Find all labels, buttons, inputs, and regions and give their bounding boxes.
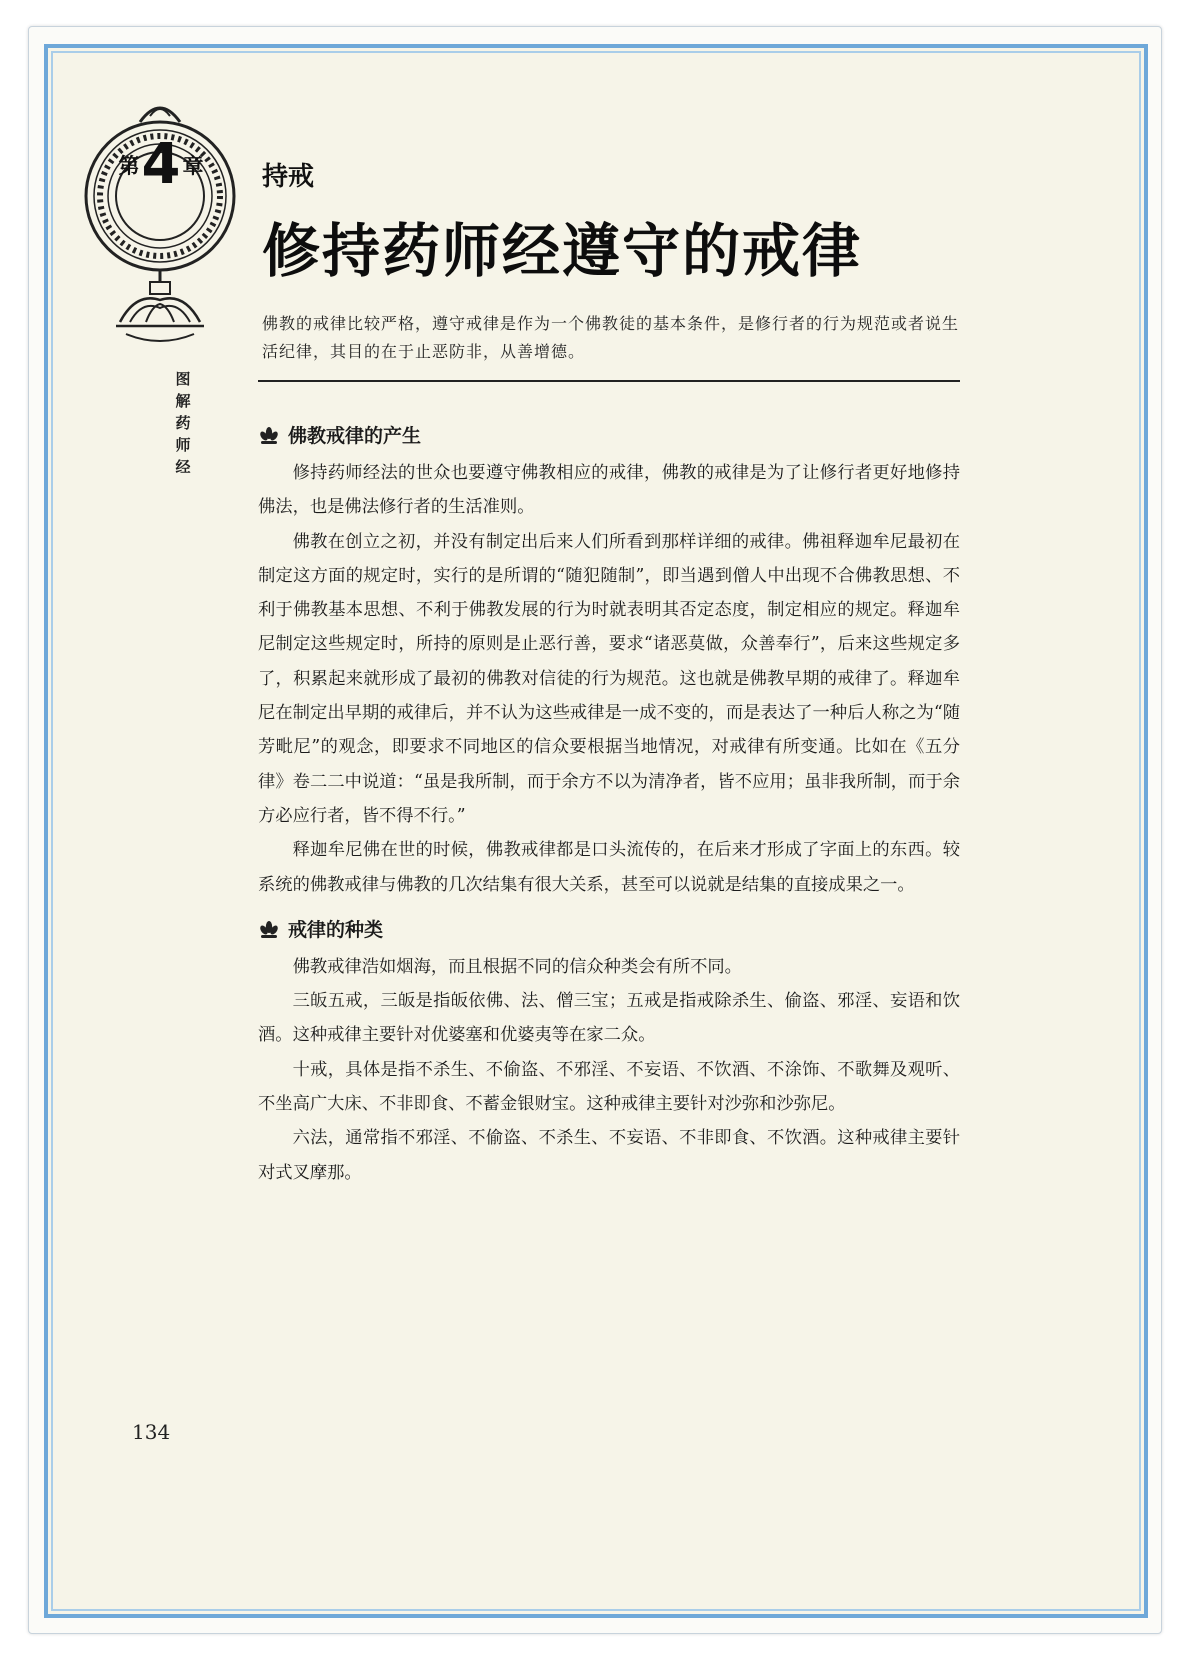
paragraph: 佛教戒律浩如烟海，而且根据不同的信众种类会有所不同。	[292, 956, 742, 977]
section-heading	[258, 916, 960, 944]
chapter-title: 修持药师经遵守的戒律	[262, 217, 863, 285]
lotus-icon	[258, 425, 280, 447]
chapter-subtitle: 持戒	[262, 162, 315, 192]
section-heading	[258, 422, 960, 450]
divider	[258, 380, 960, 382]
section-heading-text: 戒律的种类	[288, 918, 384, 941]
lotus-icon	[258, 919, 280, 941]
paragraph: 六法，通常指不邪淫、不偷盗、不杀生、不妄语、不非即食、不饮酒。这种戒律主要针对式叉摩那。	[258, 1128, 960, 1183]
book-title-vertical: 图解药师经	[175, 370, 191, 476]
paragraph: 十戒，具体是指不杀生、不偷盗、不邪淫、不妄语、不饮酒、不涂饰、不歌舞及观听、不坐高广大床、不非即食、不蓄金银财宝。这种戒律主要针对沙弥和沙弥尼。	[258, 1059, 960, 1115]
paragraph: 释迦牟尼佛在世的时候，佛教戒律都是口头流传的，在后来才形成了字面上的东西。较系统的佛教戒律与佛教的几次结集有很大关系，甚至可以说就是结集的直接成果之一。	[258, 840, 960, 895]
chapter-badge	[96, 120, 226, 210]
chapter-intro: 佛教的戒律比较严格，遵守戒律是作为一个佛教徒的基本条件，是修行者的行为规范或者说生活纪律，其目的在于止恶防非，从善增德。	[262, 314, 960, 361]
page-number: 134	[132, 1420, 171, 1444]
section-heading-text: 佛教戒律的产生	[288, 425, 422, 447]
paragraph: 三皈五戒，三皈是指皈依佛、法、僧三宝；五戒是指戒除杀生、偷盗、邪淫、妄语和饮酒。这种戒律主要针对优婆塞和优婆夷等在家二众。	[258, 991, 960, 1046]
chapter-prefix: 第	[118, 154, 140, 178]
paragraph: 修持药师经法的世众也要遵守佛教相应的戒律，佛教的戒律是为了让修行者更好地修持佛法，也是佛法修行者的生活准则。	[258, 463, 960, 518]
paragraph: 佛教在创立之初，并没有制定出后来人们所看到那样详细的戒律。佛祖释迦牟尼最初在制定这方面的规定时，实行的是所谓的“随犯随制”，即当遇到僧人中出现不合佛教思想、不利于佛教基本思想、不利于佛教发展的行为时就表明其否定态度，制定相应的规定。释迦牟尼制定这些规定时，所持的原则是止恶行善，要求“诸恶莫做，众善奉行”，后来这些规定多了，积累起来就形成了最初的佛教对信徒的行为规范。这也就是佛教早期的戒律了。释迦牟尼在制定出早期的戒律后，并不认为这些戒律是一成不变的，而是表达了一种后人称之为“随芳毗尼”的观念，即要求不同地区的信众要根据当地情况，对戒律有所变通。比如在《五分律》卷二二中说道：“虽是我所制，而于余方不以为清净者，皆不应用；虽非我所制，而于余方必应行者，皆不得不行。”	[258, 531, 960, 826]
chapter-body	[258, 422, 960, 1190]
chapter-number: 4	[141, 132, 181, 197]
chapter-suffix: 章	[182, 154, 204, 178]
